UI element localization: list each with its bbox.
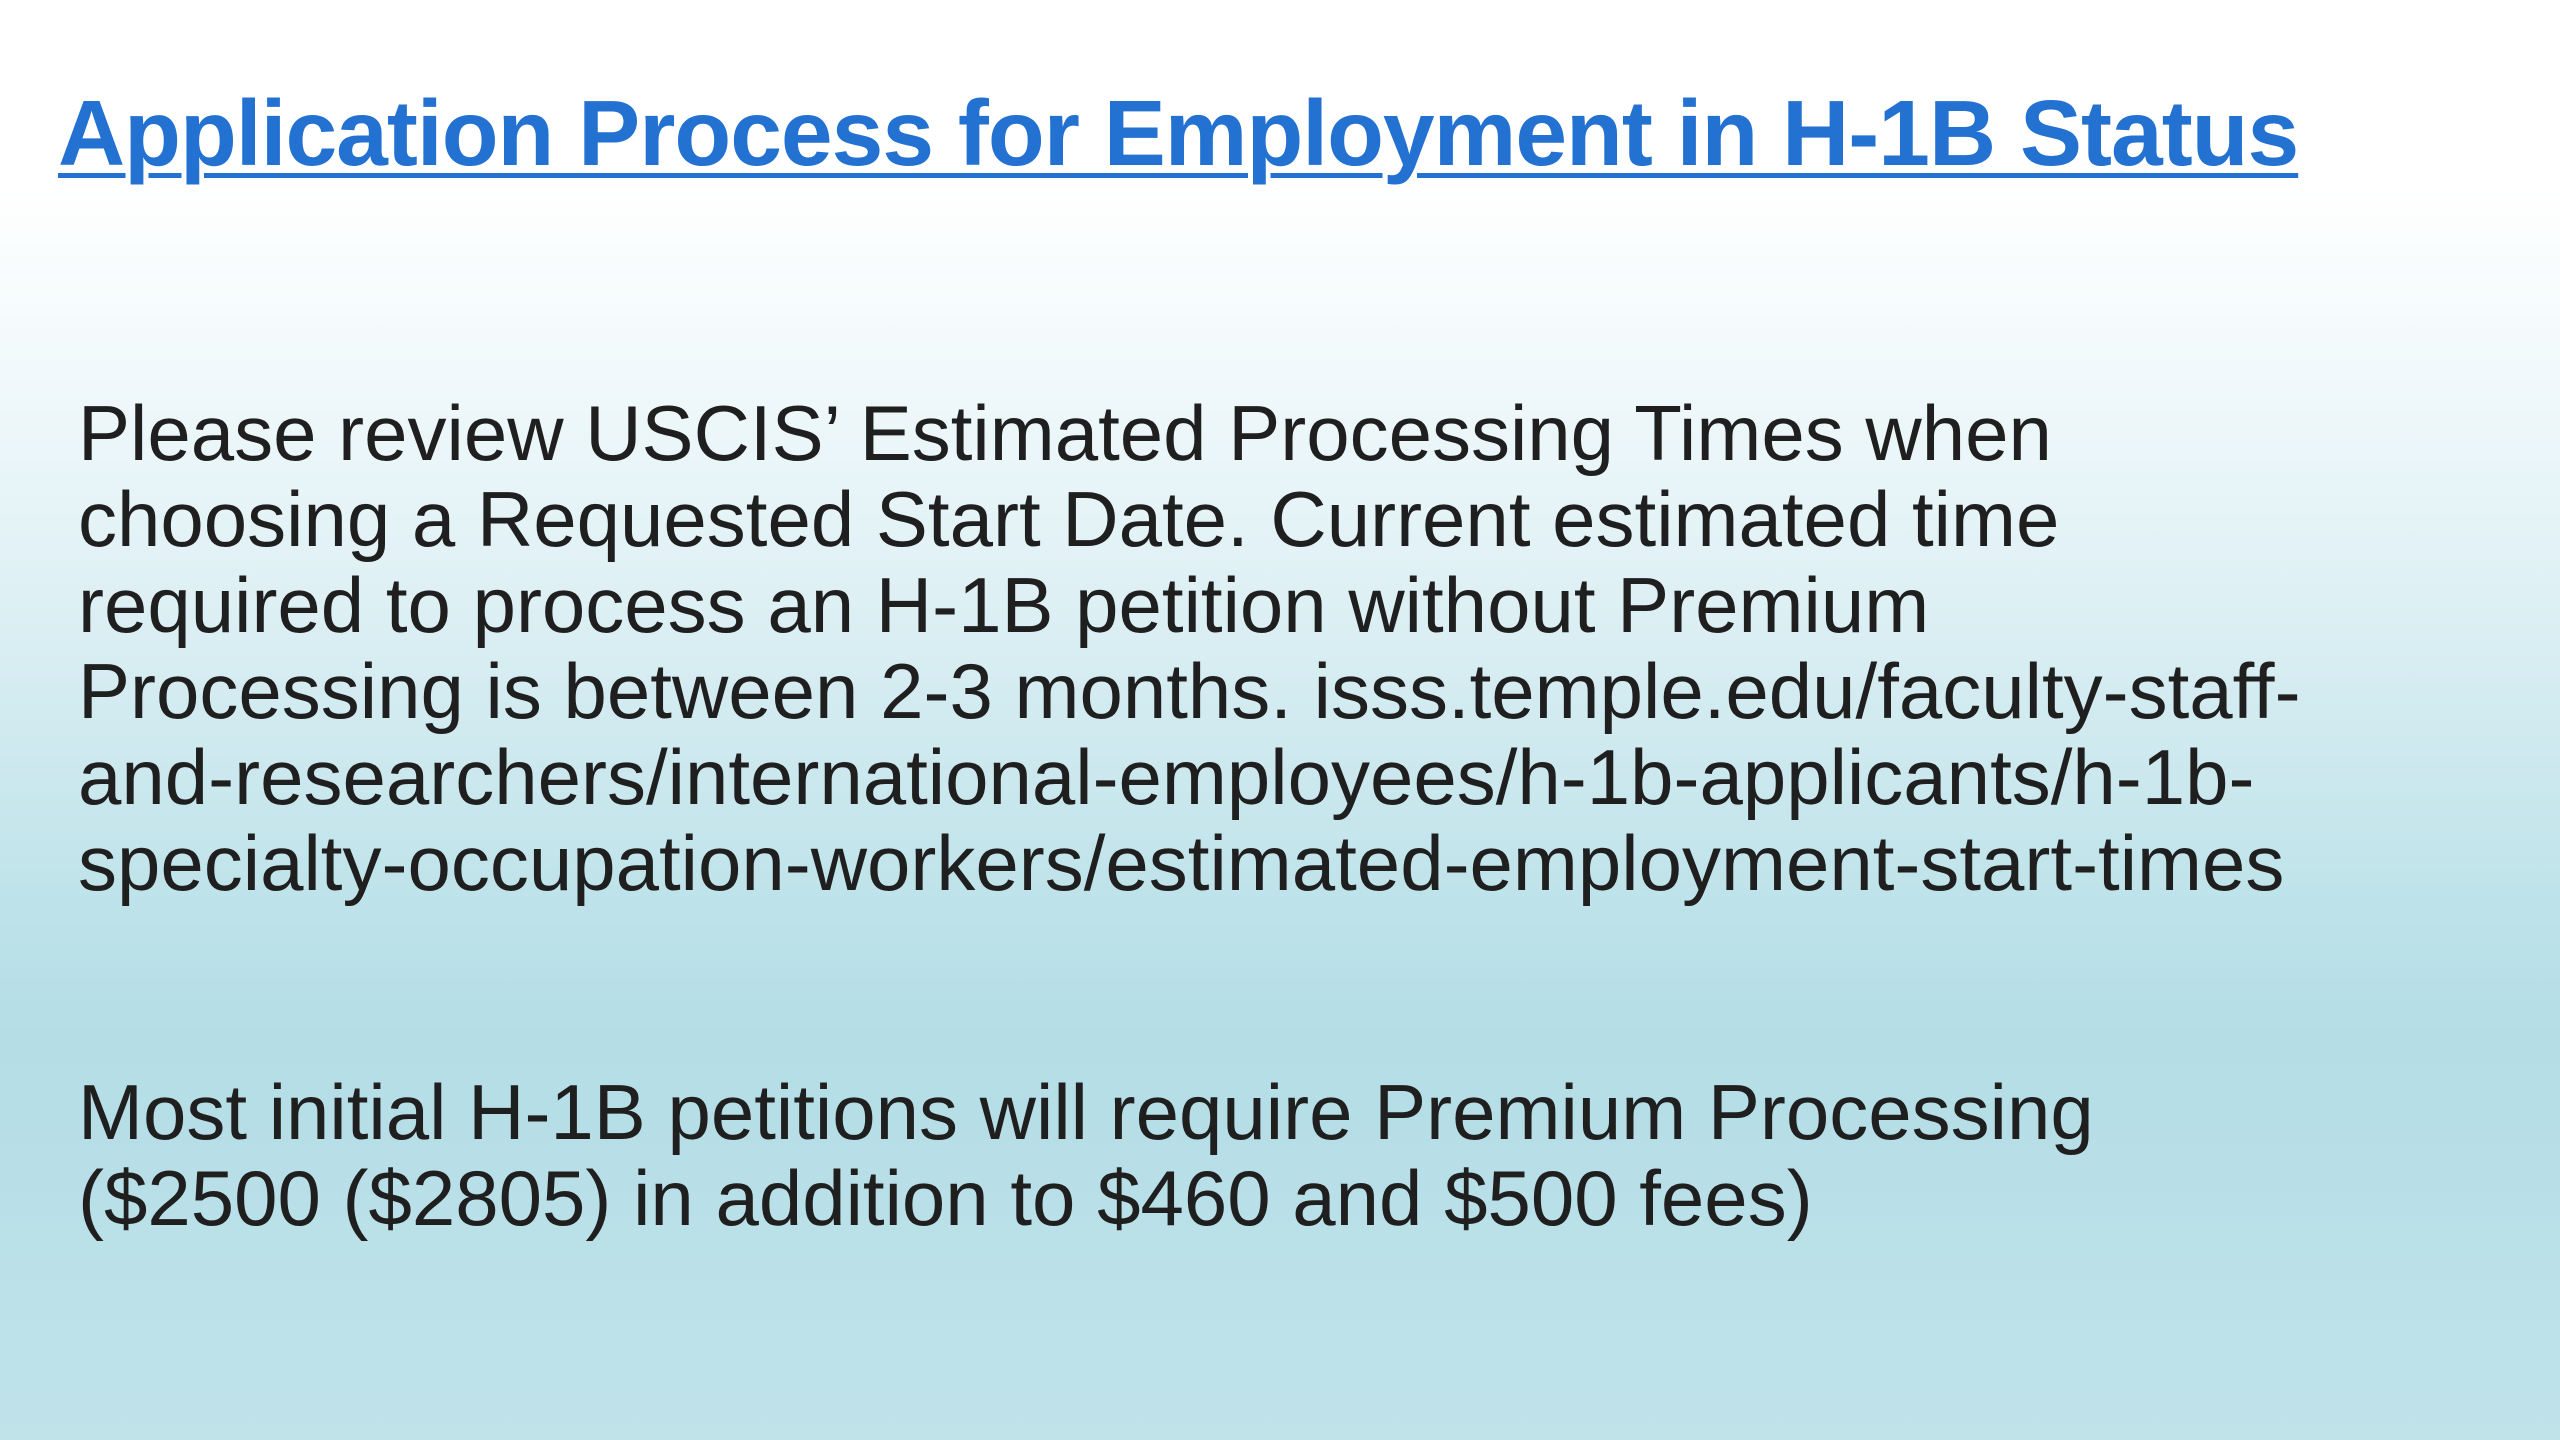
paragraph-line: Processing is between 2-3 months. isss.temple.edu/faculty-staff-	[78, 647, 2301, 735]
paragraph-line: and-researchers/international-employees/h-1b-applicants/h-1b-	[78, 733, 2255, 821]
processing-times-paragraph	[78, 390, 2518, 906]
paragraph-line: Please review USCIS’ Estimated Processing Times when	[78, 389, 2052, 477]
paragraph-line: choosing a Requested Start Date. Current estimated time	[78, 475, 2060, 563]
paragraph-line: ($2500 ($2805) in addition to $460 and $500 fees)	[78, 1154, 1813, 1242]
paragraph-line: required to process an H-1B petition without Premium	[78, 561, 1930, 649]
premium-processing-paragraph	[78, 1069, 2518, 1241]
paragraph-line: Most initial H-1B petitions will require Premium Processing	[78, 1068, 2094, 1156]
paragraph-line: specialty-occupation-workers/estimated-employment-start-times	[78, 819, 2285, 907]
slide-title-link[interactable]: Application Process for Employment in H-1B Status	[58, 81, 2299, 185]
